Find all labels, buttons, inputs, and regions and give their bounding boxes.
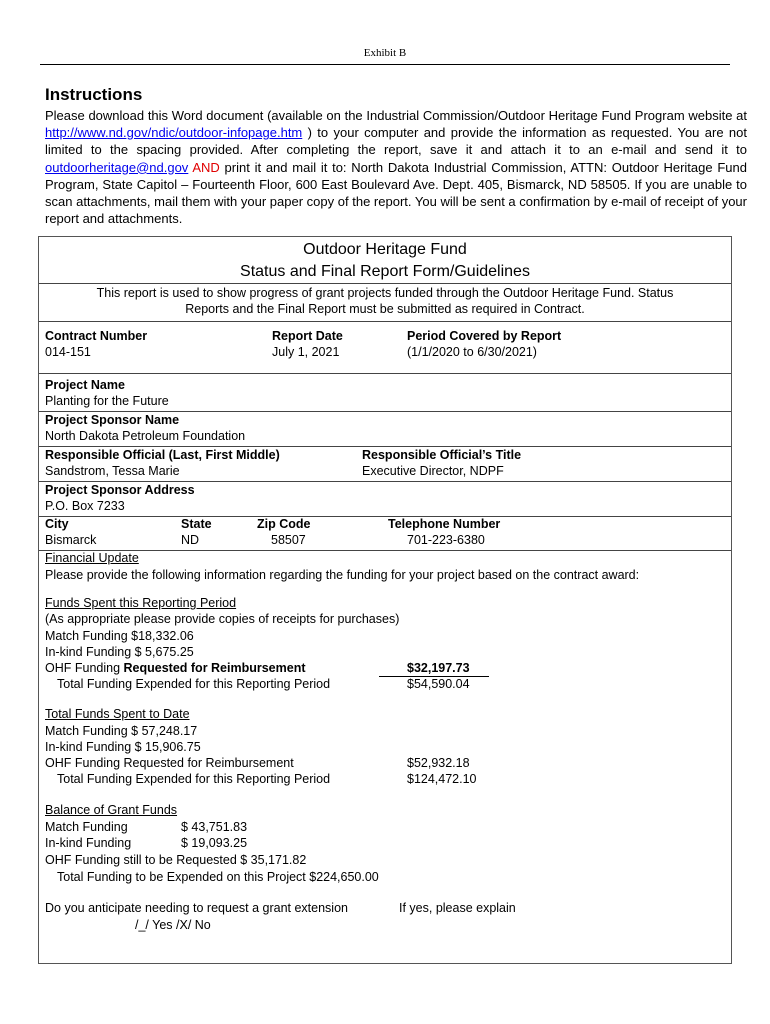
balance-inkind-label: In-kind Funding [45,836,132,850]
contract-number-label: Contract Number [45,329,148,343]
period-label: Period Covered by Report [407,329,562,343]
balance-ohf: OHF Funding still to be Requested $ 35,171.82 [45,853,307,867]
period-inkind-funding: In-kind Funding $ 5,675.25 [45,645,194,659]
sponsor-address-value: P.O. Box 7233 [45,499,125,513]
report-date-value: July 1, 2021 [272,345,340,359]
ohf-prefix: OHF Funding [45,661,124,675]
form-subtitle-1: This report is used to show progress of grant projects funded through the Outdoor Heritage Fund. Status [96,286,674,300]
exhibit-label: Exhibit B [363,47,407,59]
state-label: State [181,517,212,531]
period-ohf-label [45,661,306,675]
official-label: Responsible Official (Last, First Middle) [45,448,280,462]
official-value: Sandstrom, Tessa Marie [45,464,180,478]
phone-label: Telephone Number [388,517,501,531]
state-value: ND [181,533,200,547]
divider [39,321,731,322]
instructions-text-2: ) to your computer and provide the information as requested. You are not limited to the spacing provided. After completing the report, save it and attach it to an e-mail and send it to [45,125,747,158]
period-ohf-value: $32,197.73 [407,661,470,675]
email-link[interactable]: outdoorheritage@nd.gov [45,159,189,175]
and-emphasis: AND [192,159,220,175]
ohf-bold-text: Requested for Reimbursement [123,661,306,675]
instructions-text-3: print it and mail it to: North Dakota Industrial Commission, ATTN: Outdoor Heritage Fund Program, State Capitol – Fourteenth Floor, 600 East Boulevard Ave. Dept. 405, Bismarck, ND 58505. If you are unable to scan attachments, mail them with your paper copy of the report. You will be sent a confirmation by e-mail of receipt of your report and attachments. [45,159,747,227]
zip-label: Zip Code [257,517,311,531]
divider [39,373,731,374]
divider [39,411,731,412]
extension-question: Do you anticipate needing to request a grant extension [45,901,348,915]
city-label: City [45,517,69,531]
instructions-heading: Instructions [45,85,143,104]
to-date-ohf-label: OHF Funding Requested for Reimbursement [45,756,294,770]
form-title-1: Outdoor Heritage Fund [303,241,467,258]
period-match-funding: Match Funding $18,332.06 [45,629,194,643]
to-date-match-funding: Match Funding $ 57,248.17 [45,724,198,738]
sponsor-name-value: North Dakota Petroleum Foundation [45,429,246,443]
receipts-note: (As appropriate please provide copies of receipts for purchases) [45,612,400,626]
city-value: Bismarck [45,533,97,547]
period-total-label: Total Funding Expended for this Reporting Period [57,677,331,691]
extension-answer: /_/ Yes /X/ No [135,918,211,932]
divider [39,446,731,447]
form-subtitle-2: Reports and the Final Report must be submitted as required in Contract. [185,302,585,316]
contract-number-value: 014-151 [45,345,91,359]
financial-intro: Please provide the following information regarding the funding for your project based on the contract award: [45,568,640,582]
official-title-label: Responsible Official’s Title [362,448,522,462]
balance-inkind-value: $ 19,093.25 [181,836,248,850]
project-name-label: Project Name [45,378,125,392]
balance-heading: Balance of Grant Funds [45,803,178,817]
to-date-ohf-value: $52,932.18 [407,756,470,770]
sponsor-name-label: Project Sponsor Name [45,413,180,427]
official-title-value: Executive Director, NDPF [362,464,504,478]
report-form [38,236,732,964]
period-total-value: $54,590.04 [407,677,470,691]
divider [39,516,731,517]
instructions-text-1: Please download this Word document (available on the Industrial Commission/Outdoor Heritage Fund Program website at [45,108,747,123]
extension-explain: If yes, please explain [399,901,516,915]
to-date-inkind-funding: In-kind Funding $ 15,906.75 [45,740,201,754]
instructions-text [45,107,747,227]
divider [39,550,731,551]
period-value: (1/1/2020 to 6/30/2021) [407,345,537,359]
divider [39,481,731,482]
header-rule [40,64,730,65]
financial-update-heading: Financial Update [45,551,139,565]
to-date-heading: Total Funds Spent to Date [45,707,190,721]
balance-total: Total Funding to be Expended on this Project $224,650.00 [57,870,379,884]
to-date-total-value: $124,472.10 [407,772,477,786]
form-title-2: Status and Final Report Form/Guidelines [240,263,530,280]
phone-value: 701-223-6380 [407,533,485,547]
project-name-value: Planting for the Future [45,394,169,408]
balance-match-value: $ 43,751.83 [181,820,248,834]
report-date-label: Report Date [272,329,343,343]
divider [39,283,731,284]
period-funds-heading: Funds Spent this Reporting Period [45,596,237,610]
zip-value: 58507 [271,533,306,547]
balance-match-label: Match Funding [45,820,128,834]
sponsor-address-label: Project Sponsor Address [45,483,195,497]
to-date-total-label: Total Funding Expended for this Reporting Period [57,772,331,786]
outdoor-infopage-link[interactable]: http://www.nd.gov/ndic/outdoor-infopage.htm [45,125,303,141]
